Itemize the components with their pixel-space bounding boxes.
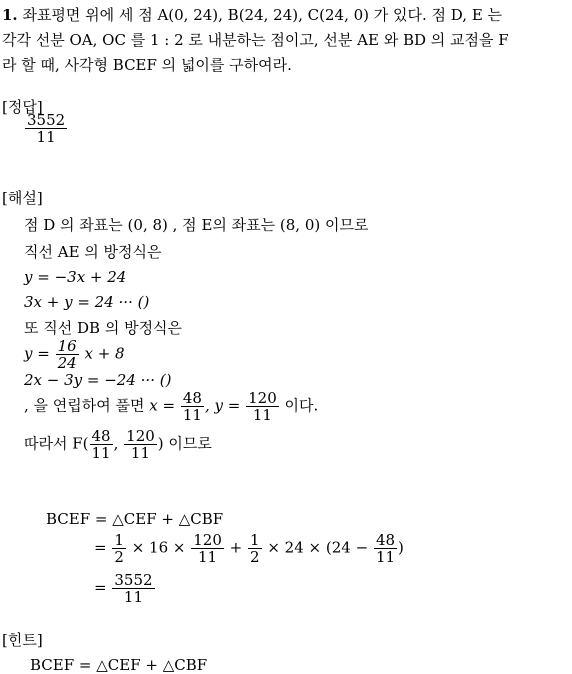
answer-numerator: 3552 [27,111,66,129]
f-suffix: ) 이므로 [157,434,212,453]
f-x-denominator: 11 [91,444,111,462]
solution-line-9 [24,428,212,461]
x-numerator: 48 [182,389,202,407]
problem-number: 1. [2,6,18,24]
solution-line-3: y = −3x + 24 [24,268,127,286]
answer-denominator: 11 [36,128,56,146]
eq2-frac4-den: 11 [375,548,396,566]
y-numerator: 120 [248,389,277,407]
eq2-plus: + [229,538,243,557]
eq2-frac3-num: 1 [250,531,260,549]
answer-fraction [24,112,68,145]
x-equals: x = [149,396,176,415]
eq3-equals: = [94,578,107,597]
eq-db-rhs: x + 8 [84,344,125,363]
eq2-frac4-num: 48 [375,531,396,549]
area-equation-1: BCEF = △CEF + △CBF [46,510,224,528]
eq2-frac2-num: 120 [193,531,222,549]
eq3-denominator: 11 [123,588,143,606]
solution-line-5: 또 직선 DB 의 방정식은 [24,319,183,337]
f-x-numerator: 48 [91,427,111,445]
solution-label: [해설] [2,189,43,207]
eq2-term1: × 16 × [131,538,186,557]
eq-db-denominator: 24 [57,354,77,372]
problem-line-3: 라 할 때, 사각형 BCEF 의 넓이를 구하여라. [2,56,292,74]
eq3-numerator: 3552 [114,571,153,589]
eq2-frac1-num: 1 [114,531,124,549]
solution-line-8 [24,390,318,423]
y-denominator: 11 [252,406,272,424]
area-equation-2 [94,532,404,565]
eq-db-numerator: 16 [57,337,77,355]
solution-line-6 [24,338,125,371]
answer-label: [정답] [2,98,43,116]
solve-end: 이다. [284,396,319,415]
solve-text: , 을 연립하여 풀면 [24,396,145,415]
eq2-equals: = [94,538,107,557]
eq2-close: ) [398,538,404,557]
f-comma: , [113,434,119,453]
solution-line-2: 직선 AE 의 방정식은 [24,243,162,261]
area-equation-3 [94,572,156,605]
eq-db-lhs: y = [24,344,50,363]
problem-line-2: 각각 선분 OA, OC 를 1 : 2 로 내분하는 점이고, 선분 AE 와 BD 의 교점을 F [2,31,509,49]
y-equals: , y = [204,396,241,415]
problem-line-1 [2,6,502,24]
solution-line-1: 점 D 의 좌표는 (0, 8) , 점 E의 좌표는 (8, 0) 이므로 [24,216,369,234]
f-prefix: 따라서 F( [24,434,89,453]
solution-line-7: 2x − 3y = −24 ··· () [24,371,172,389]
x-denominator: 11 [182,406,202,424]
f-y-denominator: 11 [130,444,151,462]
hint-text: BCEF = △CEF + △CBF [30,656,208,674]
eq2-frac3-den: 2 [250,548,260,566]
eq2-term3: × 24 × (24 − [267,538,369,557]
hint-label: [힌트] [2,631,43,649]
eq2-frac2-den: 11 [198,548,218,566]
f-y-numerator: 120 [126,427,155,445]
problem-text-1: 좌표평면 위에 세 점 A(0, 24), B(24, 24), C(24, 0) 가 있다. 점 D, E 는 [22,6,503,24]
solution-line-4: 3x + y = 24 ··· () [24,293,150,311]
eq2-frac1-den: 2 [114,548,124,566]
